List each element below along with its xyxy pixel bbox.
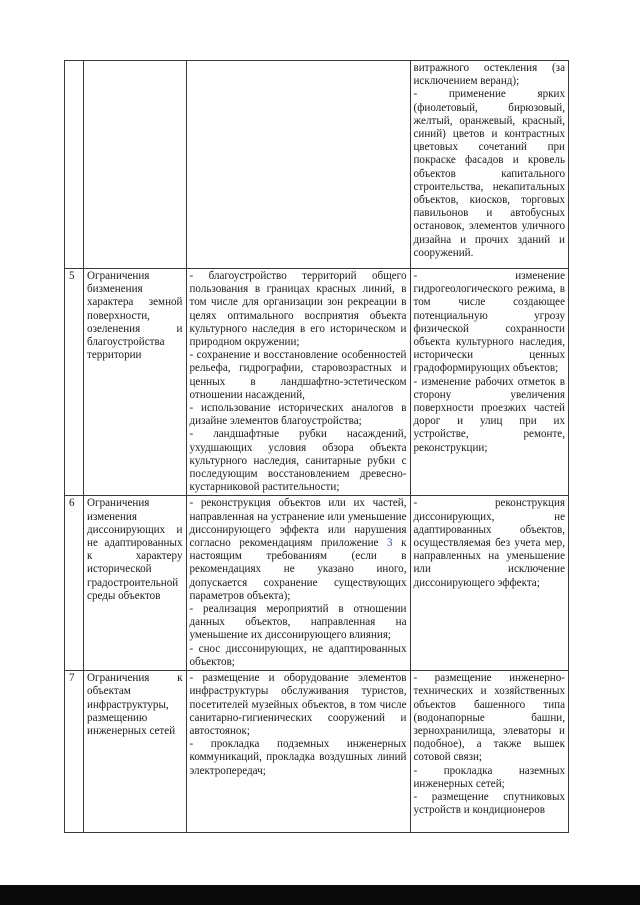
forbidden-item: - размещение спутниковых устройств и кондиционеров	[413, 790, 565, 817]
row-number-cell: 5	[65, 269, 84, 496]
forbidden-item: - изменение гидрогеологического режима, в том числе создающее потенциальную угрозу физической сохранности объекта культурного наследия, исторически ценных градоформирующих объектов;	[413, 270, 565, 375]
allowed-item: - прокладка подземных инженерных коммуникаций, прокладка воздушных линий электропередач;	[189, 738, 407, 777]
table-row	[65, 269, 569, 496]
restriction-name-cell: Ограничения изменения диссонирующих и не адаптированных к характеру исторической градостроительной среды объектов	[84, 496, 186, 671]
table-row	[65, 671, 569, 833]
allowed-cell	[186, 269, 410, 496]
allowed-item	[190, 497, 407, 603]
table-row	[65, 61, 569, 269]
forbidden-item: - размещение инженерно-технических и хозяйственных объектов башенного типа (водонапорные башни, зернохранилища, элеваторы и подобное), а также вышек сотовой связи;	[413, 672, 565, 764]
allowed-item-text: - реконструкция объектов или их частей, направленная на устранение или уменьшение диссонирующего эффекта или нарушения согласно рекомендациям приложение	[189, 497, 407, 550]
allowed-cell	[186, 61, 410, 269]
forbidden-item: - изменение рабочих отметок в сторону увеличения поверхности проезжих частей дорог и улиц при их устройстве, ремонте, реконструкции;	[413, 375, 565, 454]
allowed-item: - сохранение и восстановление особенностей рельефа, гидрографии, старовозрастных и ценных в ландшафтно-эстетическом отношении насаждений,	[189, 349, 407, 401]
forbidden-item: - реконструкция диссонирующих, не адаптированных объектов, осуществляемая без учета мер, направленных на уменьшение или исключение диссонирующего эффекта;	[413, 497, 565, 589]
allowed-item: - благоустройство территорий общего пользования в границах красных линий, в том числе для организации зон рекреации в целях оптимального восприятия объекта культурного наследия в его историческом и природном окружении;	[189, 270, 407, 349]
forbidden-item: витражного остекления (за исключением веранд);	[413, 62, 565, 88]
allowed-item-text: к настоящим требованиям (если в рекомендациях не указано иного, допускается сохранение существующих параметров объекта);	[189, 537, 407, 602]
row-number-cell: 7	[65, 671, 84, 833]
forbidden-item: - применение ярких (фиолетовый, бирюзовый, желтый, оранжевый, красный, синий) цветов и контрастных цветовых сочетаний при покраске фасадов и кровель объектов капитального строительства, некапитальных объектов, киосков, торговых павильонов и автобусных остановок, элементов уличного дизайна и прочих зданий и сооружений.	[413, 88, 565, 259]
forbidden-cell	[410, 671, 569, 833]
restriction-name-cell: Ограничения к объектам инфраструктуры, размещению инженерных сетей	[84, 671, 186, 833]
allowed-item: - использование исторических аналогов в дизайне элементов благоустройства;	[189, 402, 407, 428]
restriction-name-cell	[84, 61, 186, 269]
forbidden-item: - прокладка наземных инженерных сетей;	[413, 764, 565, 790]
allowed-item: - размещение и оборудование элементов инфраструктуры обслуживания туристов, посетителей музейных объектов, в том числе санитарно-гигиенических сооружений и автостоянок;	[189, 672, 407, 737]
allowed-item: - ландшафтные рубки насаждений, ухудшающих условия обзора объекта культурного наследия, санитарные рубки с последующим восстановлением древесно-кустарниковой растительности;	[189, 428, 407, 494]
allowed-cell	[186, 671, 410, 833]
table-row	[65, 496, 569, 671]
forbidden-cell	[410, 496, 569, 671]
restrictions-table	[64, 60, 569, 833]
forbidden-cell	[410, 61, 569, 269]
row-number-cell: 6	[65, 496, 84, 671]
allowed-cell	[186, 496, 410, 671]
allowed-item: - реализация мероприятий в отношении данных объектов, направленная на уменьшение их диссонирующего влияния;	[189, 603, 407, 642]
scan-edge-bar	[0, 885, 640, 905]
allowed-item: - снос диссонирующих, не адаптированных объектов;	[189, 642, 407, 668]
appendix-link[interactable]: 3	[387, 537, 393, 550]
row-number-cell	[65, 61, 84, 269]
restriction-name-cell: Ограничения бизменения характера земной поверхности, озеленения и благоустройства территории	[84, 269, 186, 496]
forbidden-cell	[410, 269, 569, 496]
